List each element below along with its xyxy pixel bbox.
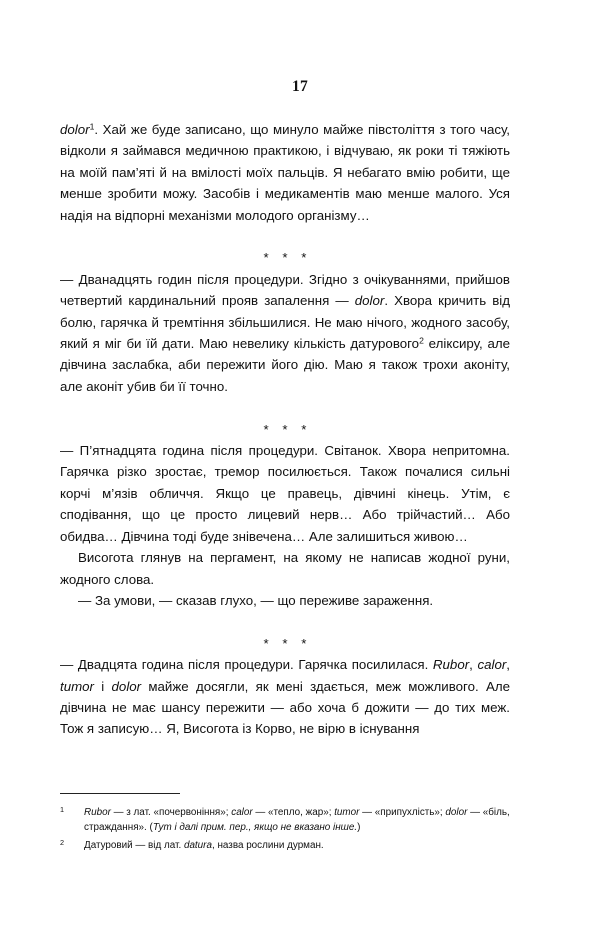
scene-break-separator: * * *: [263, 250, 312, 266]
footnote-list: [60, 805, 510, 853]
body-paragraph: — П’ятнадцята година після процедури. Світанок. Хвора непритомна. Гарячка різко зростає, тремор посилюється. Також почалися сильні корчі м’язів обличчя. Якщо це правець, дівчині кінець. Утім, є сподівання, що це просто лицевий нерв… Або трійчастий… Або обидва… Дівчина тоді буде знівечена… Але залишиться живою…: [60, 443, 510, 544]
scene-break-separator: * * *: [263, 421, 312, 437]
italic-term: dolor: [445, 807, 468, 818]
footnote-marker-1: 1: [60, 805, 65, 814]
footnote-marker-2: 2: [60, 837, 65, 847]
body-paragraph: — За умови, — сказав глухо, — що переживе зараження.: [78, 592, 434, 608]
italic-term: dolor: [60, 122, 90, 137]
body-text-column: [60, 119, 510, 740]
body-paragraph: Висогота глянув на пергамент, на якому не написав жодної руни, жодного слова.: [60, 550, 510, 587]
footnote-reference-1[interactable]: 1: [89, 121, 95, 132]
italic-term: tumor: [60, 678, 94, 694]
italic-term: calor: [477, 657, 507, 673]
footnote-text: Rubor — з лат. «почервоніння»; calor — «тепло, жар»; tumor — «припухлість»; dolor — «біль, страждання». (Тут і далі прим. пер., якщо не вказано інше.): [84, 807, 510, 834]
footnote-text: Датуровий — від лат. datura, назва рослини дурман.: [84, 839, 324, 851]
footnote-reference-2[interactable]: 2: [419, 335, 424, 346]
italic-term: dolor: [111, 678, 142, 694]
footnote-item: [60, 838, 510, 853]
body-paragraph: — Двадцята година після процедури. Гарячка посилилася. Rubor, calor, tumor і dolor майже досягли, як мені здається, меж можливого. Але дівчина не має шансу пережити — або хоча б дожити — до тих меж. Тож я записую… Я, Висогота із Корво, не вірю в існування: [60, 657, 510, 737]
footnote-item: [60, 805, 510, 836]
italic-term: Rubor: [84, 807, 111, 818]
body-paragraph: — Дванадцять годин після процедури. Згідно з очікуваннями, прийшов четвертий кардинальний прояв запалення — dolor. Хвора кричить від болю, гарячка й тремтіння збільшилися. Не маю нічого, жодного засобу, який я міг би їй дати. Маю невелику кількість датурового$^2$ еліксиру, але дівчина заслабка, аби пережити його дію. Маю я також трохи аконіту, але аконіт убив би її точно.: [60, 271, 511, 394]
italic-term: dolor: [354, 293, 385, 309]
page-number: 17: [292, 78, 308, 95]
body-paragraph: dolor$^1$. Хай же буде записано, що минуло майже півстоліття з того часу, відколи я займався медичною практикою, і відчуваю, як роки ті тяжіють на моїй пам’яті й на вмілості моїх пальців. Я небагато вмію робити, ще менше зробити можу. Засобів і медикаментів маю менше малого. Уся надія на відпорні механізми молодого організму…: [60, 121, 510, 223]
footnote-section: [60, 793, 510, 855]
italic-term: datura: [183, 839, 212, 851]
italic-term: calor: [231, 807, 253, 818]
italic-term: Тут і далі прим. пер., якщо не вказано інше.: [152, 822, 358, 834]
italic-term: Rubor: [432, 657, 470, 673]
italic-term: tumor: [334, 807, 360, 818]
scene-break-separator: * * *: [263, 635, 312, 651]
footnote-separator-rule: [60, 793, 180, 794]
